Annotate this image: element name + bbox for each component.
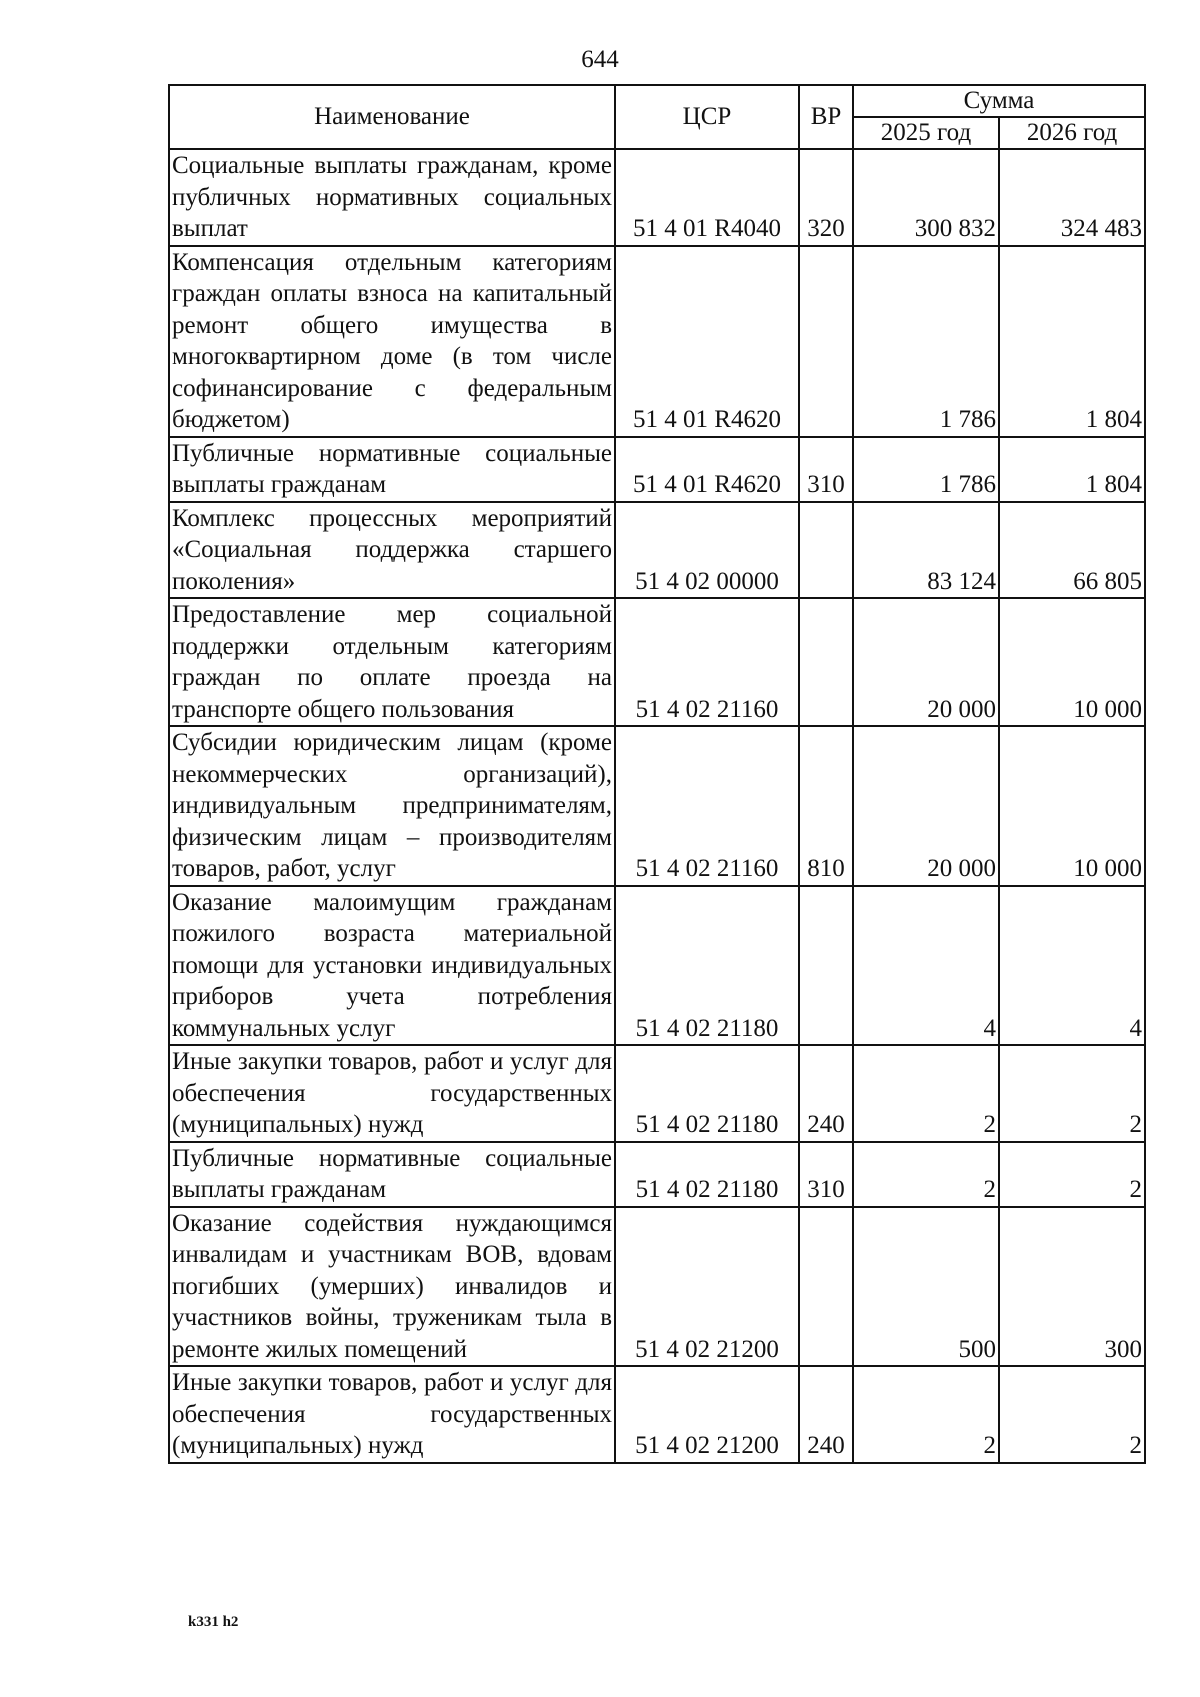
table-row bbox=[169, 598, 1145, 726]
row-csr: 51 4 02 21180 bbox=[615, 1142, 799, 1207]
row-sum-2026: 4 bbox=[999, 886, 1145, 1046]
row-vr bbox=[799, 502, 853, 599]
table-row bbox=[169, 246, 1145, 437]
header-name: Наименование bbox=[169, 85, 615, 149]
row-name: Предоставление мер социальной поддержки отдельным категориям граждан по оплате проезда на транспорте общего пользования bbox=[169, 598, 615, 726]
row-name: Публичные нормативные социальные выплаты гражданам bbox=[169, 1142, 615, 1207]
row-csr: 51 4 02 00000 bbox=[615, 502, 799, 599]
header-csr: ЦСР bbox=[615, 85, 799, 149]
document-code: k331 h2 bbox=[188, 1614, 239, 1630]
row-name: Субсидии юридическим лицам (кроме некоммерческих организаций), индивидуальным предпринимателям, физическим лицам – производителям товаров, работ, услуг bbox=[169, 726, 615, 886]
header-year-2025: 2025 год bbox=[853, 117, 999, 149]
row-vr bbox=[799, 1207, 853, 1367]
row-sum-2025: 1 786 bbox=[853, 437, 999, 502]
table-header bbox=[169, 85, 1145, 149]
row-sum-2026: 66 805 bbox=[999, 502, 1145, 599]
row-sum-2025: 20 000 bbox=[853, 598, 999, 726]
row-sum-2026: 10 000 bbox=[999, 598, 1145, 726]
row-sum-2025: 2 bbox=[853, 1142, 999, 1207]
row-vr: 310 bbox=[799, 1142, 853, 1207]
row-sum-2025: 1 786 bbox=[853, 246, 999, 437]
row-vr bbox=[799, 886, 853, 1046]
row-sum-2025: 83 124 bbox=[853, 502, 999, 599]
row-vr bbox=[799, 598, 853, 726]
row-vr: 810 bbox=[799, 726, 853, 886]
header-year-2026: 2026 год bbox=[999, 117, 1145, 149]
budget-table bbox=[168, 84, 1146, 1464]
table-row bbox=[169, 437, 1145, 502]
table-row bbox=[169, 1207, 1145, 1367]
row-sum-2026: 1 804 bbox=[999, 437, 1145, 502]
row-name: Иные закупки товаров, работ и услуг для обеспечения государственных (муниципальных) нужд bbox=[169, 1045, 615, 1142]
row-csr: 51 4 01 R4620 bbox=[615, 246, 799, 437]
row-sum-2025: 500 bbox=[853, 1207, 999, 1367]
row-csr: 51 4 02 21180 bbox=[615, 886, 799, 1046]
row-vr: 310 bbox=[799, 437, 853, 502]
row-name: Социальные выплаты гражданам, кроме публичных нормативных социальных выплат bbox=[169, 149, 615, 246]
table-row bbox=[169, 886, 1145, 1046]
row-csr: 51 4 01 R4040 bbox=[615, 149, 799, 246]
row-sum-2026: 324 483 bbox=[999, 149, 1145, 246]
row-csr: 51 4 02 21200 bbox=[615, 1207, 799, 1367]
row-csr: 51 4 02 21200 bbox=[615, 1366, 799, 1463]
row-csr: 51 4 01 R4620 bbox=[615, 437, 799, 502]
row-sum-2026: 2 bbox=[999, 1045, 1145, 1142]
table-row bbox=[169, 502, 1145, 599]
row-name: Оказание малоимущим гражданам пожилого возраста материальной помощи для установки индивидуальных приборов учета потребления коммунальных услуг bbox=[169, 886, 615, 1046]
row-name: Комплекс процессных мероприятий «Социальная поддержка старшего поколения» bbox=[169, 502, 615, 599]
row-sum-2025: 4 bbox=[853, 886, 999, 1046]
header-vr: ВР bbox=[799, 85, 853, 149]
row-vr: 240 bbox=[799, 1366, 853, 1463]
table-row bbox=[169, 1045, 1145, 1142]
table-row bbox=[169, 1366, 1145, 1463]
header-sum: Сумма bbox=[853, 85, 1145, 117]
row-sum-2025: 2 bbox=[853, 1045, 999, 1142]
row-csr: 51 4 02 21160 bbox=[615, 598, 799, 726]
row-sum-2026: 300 bbox=[999, 1207, 1145, 1367]
row-name: Иные закупки товаров, работ и услуг для обеспечения государственных (муниципальных) нужд bbox=[169, 1366, 615, 1463]
row-vr: 320 bbox=[799, 149, 853, 246]
table-row bbox=[169, 1142, 1145, 1207]
row-name: Публичные нормативные социальные выплаты гражданам bbox=[169, 437, 615, 502]
row-sum-2025: 20 000 bbox=[853, 726, 999, 886]
row-sum-2026: 2 bbox=[999, 1366, 1145, 1463]
page-number: 644 bbox=[581, 46, 619, 73]
row-vr bbox=[799, 246, 853, 437]
table-row bbox=[169, 726, 1145, 886]
row-name: Компенсация отдельным категориям граждан оплаты взноса на капитальный ремонт общего имущества в многоквартирном доме (в том числе софинансирование с федеральным бюджетом) bbox=[169, 246, 615, 437]
row-name: Оказание содействия нуждающимся инвалидам и участникам ВОВ, вдовам погибших (умерших) инвалидов и участников войны, труженикам тыла в ремонте жилых помещений bbox=[169, 1207, 615, 1367]
row-csr: 51 4 02 21160 bbox=[615, 726, 799, 886]
row-vr: 240 bbox=[799, 1045, 853, 1142]
row-sum-2026: 10 000 bbox=[999, 726, 1145, 886]
row-sum-2025: 2 bbox=[853, 1366, 999, 1463]
row-sum-2026: 2 bbox=[999, 1142, 1145, 1207]
row-csr: 51 4 02 21180 bbox=[615, 1045, 799, 1142]
table-row bbox=[169, 149, 1145, 246]
row-sum-2025: 300 832 bbox=[853, 149, 999, 246]
row-sum-2026: 1 804 bbox=[999, 246, 1145, 437]
